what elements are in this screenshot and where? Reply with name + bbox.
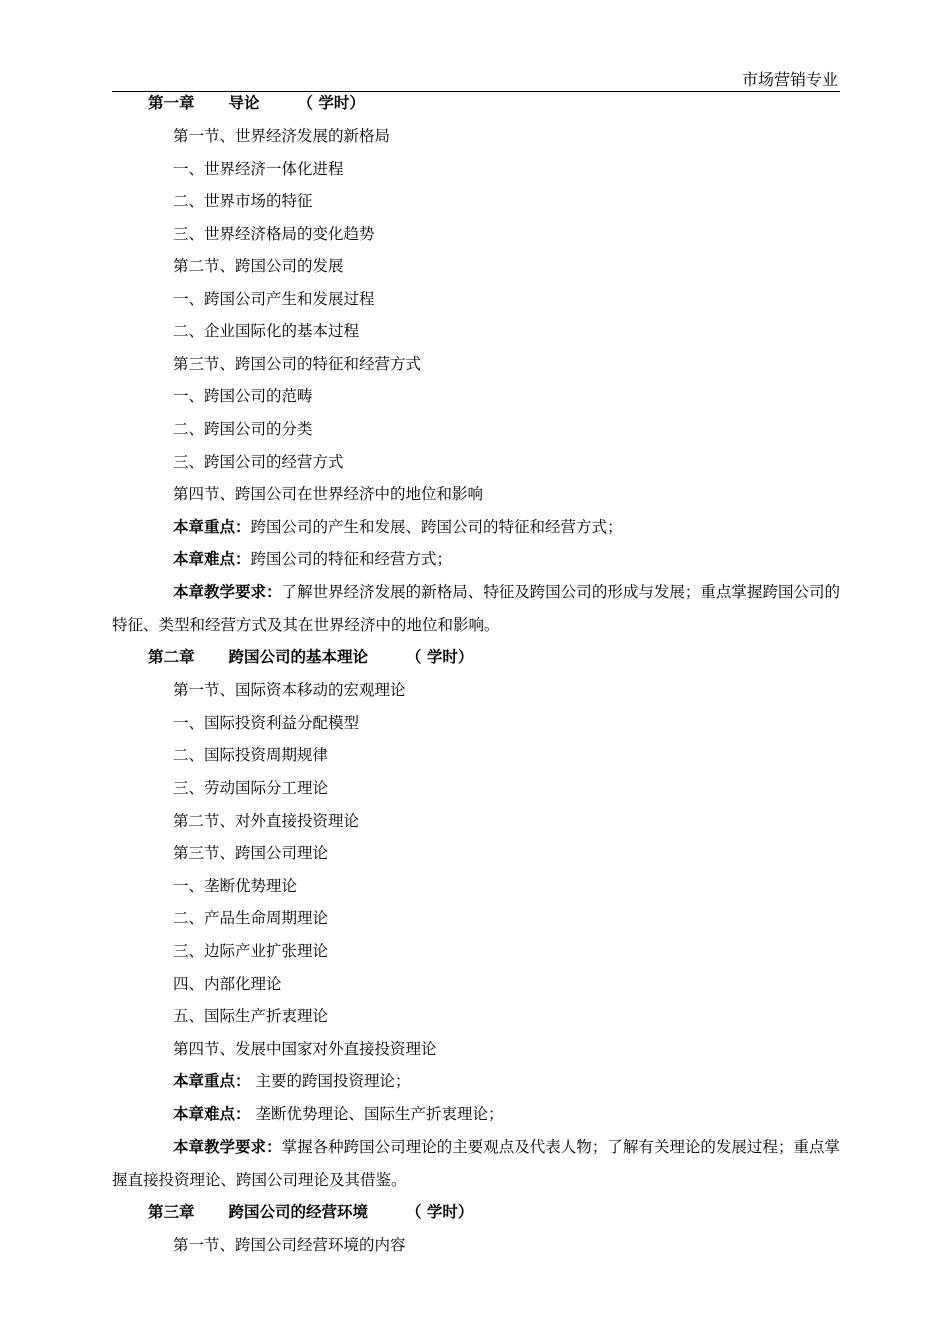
key-points-text: 主要的跨国投资理论； xyxy=(250,1072,411,1090)
requirements-label: 本章教学要求： xyxy=(173,583,282,601)
difficulties-label: 本章难点： xyxy=(173,1105,251,1123)
outline-item: 第三节、跨国公司的特征和经营方式 xyxy=(173,355,422,373)
outline-item: 二、跨国公司的分类 xyxy=(173,420,313,438)
outline-item: 三、劳动国际分工理论 xyxy=(173,779,329,797)
key-points xyxy=(173,517,623,537)
teaching-requirements xyxy=(112,576,840,641)
outline-item: 五、国际生产折衷理论 xyxy=(173,1007,329,1025)
key-points-text: 跨国公司的产生和发展、跨国公司的特征和经营方式； xyxy=(250,518,623,536)
difficulties-text: 跨国公司的特征和经营方式； xyxy=(250,550,453,568)
outline-item: 一、世界经济一体化进程 xyxy=(173,160,344,178)
header-rule xyxy=(112,91,840,92)
page-header: 市场营销专业 xyxy=(741,70,838,89)
chapter-heading xyxy=(148,1202,473,1222)
outline-item: 第四节、跨国公司在世界经济中的地位和影响 xyxy=(173,485,484,503)
chapter-number: 第一章 xyxy=(148,94,195,112)
key-points-label: 本章重点： xyxy=(173,518,251,536)
outline-item: 二、国际投资周期规律 xyxy=(173,746,329,764)
chapter-hours: （ 学时） xyxy=(297,94,365,112)
chapter-title: 跨国公司的基本理论 xyxy=(228,648,369,666)
difficulties-text: 垄断优势理论、国际生产折衷理论； xyxy=(250,1105,504,1123)
chapter-heading xyxy=(148,647,473,667)
outline-item: 一、跨国公司产生和发展过程 xyxy=(173,290,375,308)
requirements-text: 了解世界经济发展的新格局、特征及跨国公司的形成与发展；重点掌握跨国公司的特征、类型和经营方式及其在世界经济中的地位和影响。 xyxy=(112,583,840,634)
outline-item: 第四节、发展中国家对外直接投资理论 xyxy=(173,1040,437,1058)
outline-item: 第三节、跨国公司理论 xyxy=(173,844,329,862)
outline-item: 第一节、世界经济发展的新格局 xyxy=(173,127,391,145)
outline-item: 第二节、跨国公司的发展 xyxy=(173,257,344,275)
outline-item: 一、垄断优势理论 xyxy=(173,877,298,895)
outline-item: 第二节、对外直接投资理论 xyxy=(173,812,360,830)
teaching-requirements xyxy=(112,1131,840,1196)
outline-item: 第一节、国际资本移动的宏观理论 xyxy=(173,681,406,699)
outline-item: 二、企业国际化的基本过程 xyxy=(173,322,360,340)
outline-item: 四、内部化理论 xyxy=(173,975,282,993)
chapter-heading xyxy=(148,93,365,113)
difficulties xyxy=(173,1104,503,1124)
outline-item: 一、国际投资利益分配模型 xyxy=(173,714,360,732)
outline-item: 二、世界市场的特征 xyxy=(173,192,313,210)
chapter-title: 跨国公司的经营环境 xyxy=(228,1203,369,1221)
outline-item: 三、边际产业扩张理论 xyxy=(173,942,329,960)
outline-item: 一、跨国公司的范畴 xyxy=(173,387,313,405)
chapter-title: 导论 xyxy=(228,94,260,112)
key-points xyxy=(173,1071,410,1091)
chapter-number: 第二章 xyxy=(148,648,195,666)
chapter-hours: （ 学时） xyxy=(406,1203,474,1221)
key-points-label: 本章重点： xyxy=(173,1072,251,1090)
difficulties xyxy=(173,549,452,569)
requirements-label: 本章教学要求： xyxy=(173,1138,282,1156)
outline-item: 第一节、跨国公司经营环境的内容 xyxy=(173,1236,406,1254)
chapter-hours: （ 学时） xyxy=(406,648,474,666)
outline-item: 三、世界经济格局的变化趋势 xyxy=(173,225,375,243)
requirements-text: 掌握各种跨国公司理论的主要观点及代表人物；了解有关理论的发展过程；重点掌握直接投资理论、跨国公司理论及其借鉴。 xyxy=(112,1138,840,1189)
outline-item: 二、产品生命周期理论 xyxy=(173,909,329,927)
outline-item: 三、跨国公司的经营方式 xyxy=(173,453,344,471)
difficulties-label: 本章难点： xyxy=(173,550,251,568)
chapter-number: 第三章 xyxy=(148,1203,195,1221)
